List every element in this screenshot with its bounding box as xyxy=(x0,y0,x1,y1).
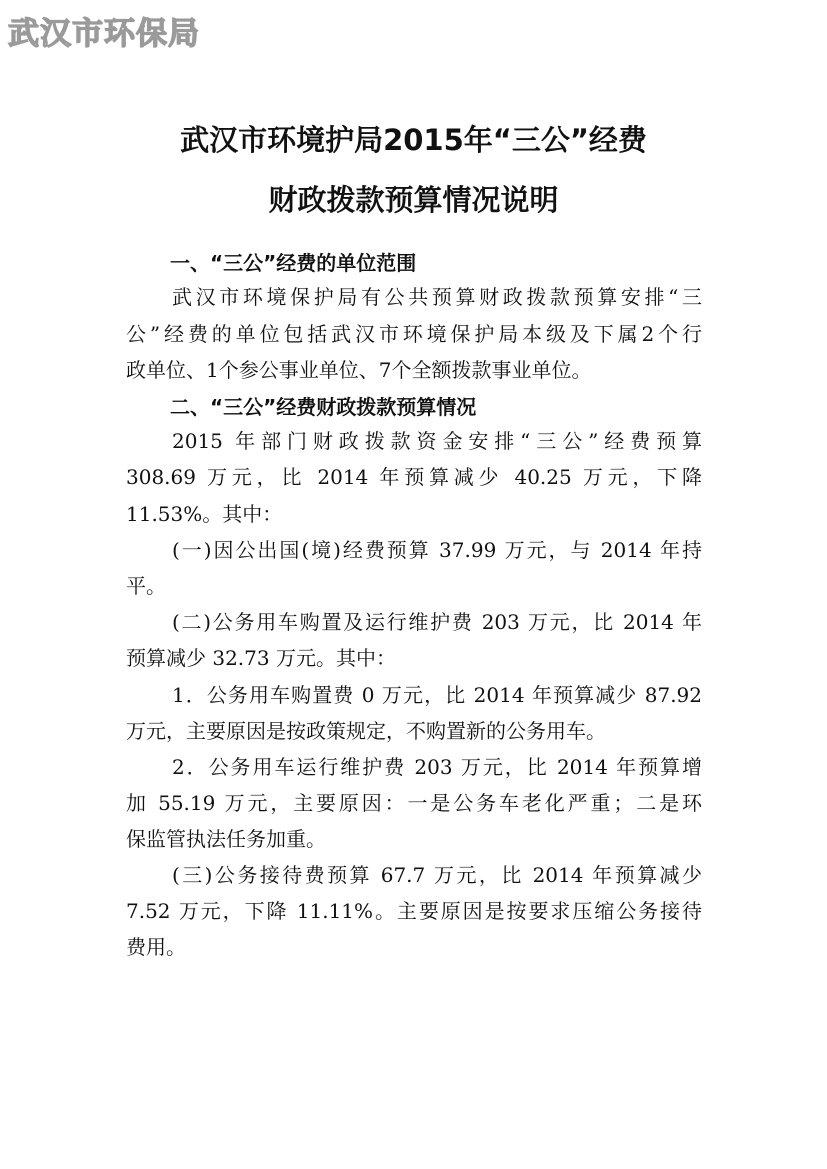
paragraph-line: 2．公务用车运行维护费 203 万元，比 2014 年预算增 xyxy=(172,755,702,779)
document-title-line-2: 财政拨款预算情况说明 xyxy=(268,183,559,217)
paragraph-line: 武汉市环境保护局有公共预算财政拨款预算安排“三 xyxy=(172,285,702,309)
paragraph-line: (一)因公出国(境)经费预算 37.99 万元，与 2014 年持 xyxy=(172,538,702,562)
paragraph-line: 保监管执法任务加重。 xyxy=(126,827,326,851)
paragraph-line: 费用。 xyxy=(126,935,186,959)
paragraph-line: (三)公务接待费预算 67.7 万元，比 2014 年预算减少 xyxy=(172,863,702,887)
section-heading-scope: 一、“三公”经费的单位范围 xyxy=(170,251,417,275)
paragraph-line: 1．公务用车购置费 0 万元，比 2014 年预算减少 87.92 xyxy=(172,683,702,707)
paragraph-line: 加 55.19 万元，主要原因：一是公务车老化严重；二是环 xyxy=(126,791,702,815)
paragraph-line: 308.69 万元，比 2014 年预算减少 40.25 万元，下降 xyxy=(126,465,702,489)
paragraph-line: 11.53%。其中： xyxy=(126,502,283,526)
document-title-line-1: 武汉市环境护局2015年“三公”经费 xyxy=(180,123,647,157)
paragraph-line: 平。 xyxy=(126,574,166,598)
paragraph-line: 万元，主要原因是按政策规定，不购置新的公务用车。 xyxy=(126,719,606,743)
watermark-logo-text: 武汉市环保局 xyxy=(8,16,200,52)
paragraph-line: (二)公务用车购置及运行维护费 203 万元，比 2014 年 xyxy=(172,610,702,634)
paragraph-line: 政单位、1个参公事业单位、7个全额拨款事业单位。 xyxy=(126,358,592,382)
paragraph-line: 公”经费的单位包括武汉市环境保护局本级及下属2个行 xyxy=(126,322,702,346)
paragraph-line: 2015 年部门财政拨款资金安排“三公”经费预算 xyxy=(172,429,702,453)
paragraph-line: 7.52 万元，下降 11.11%。主要原因是按要求压缩公务接待 xyxy=(126,899,702,923)
paragraph-line: 预算减少 32.73 万元。其中： xyxy=(126,646,396,670)
section-heading-budget: 二、“三公”经费财政拨款预算情况 xyxy=(170,395,477,419)
